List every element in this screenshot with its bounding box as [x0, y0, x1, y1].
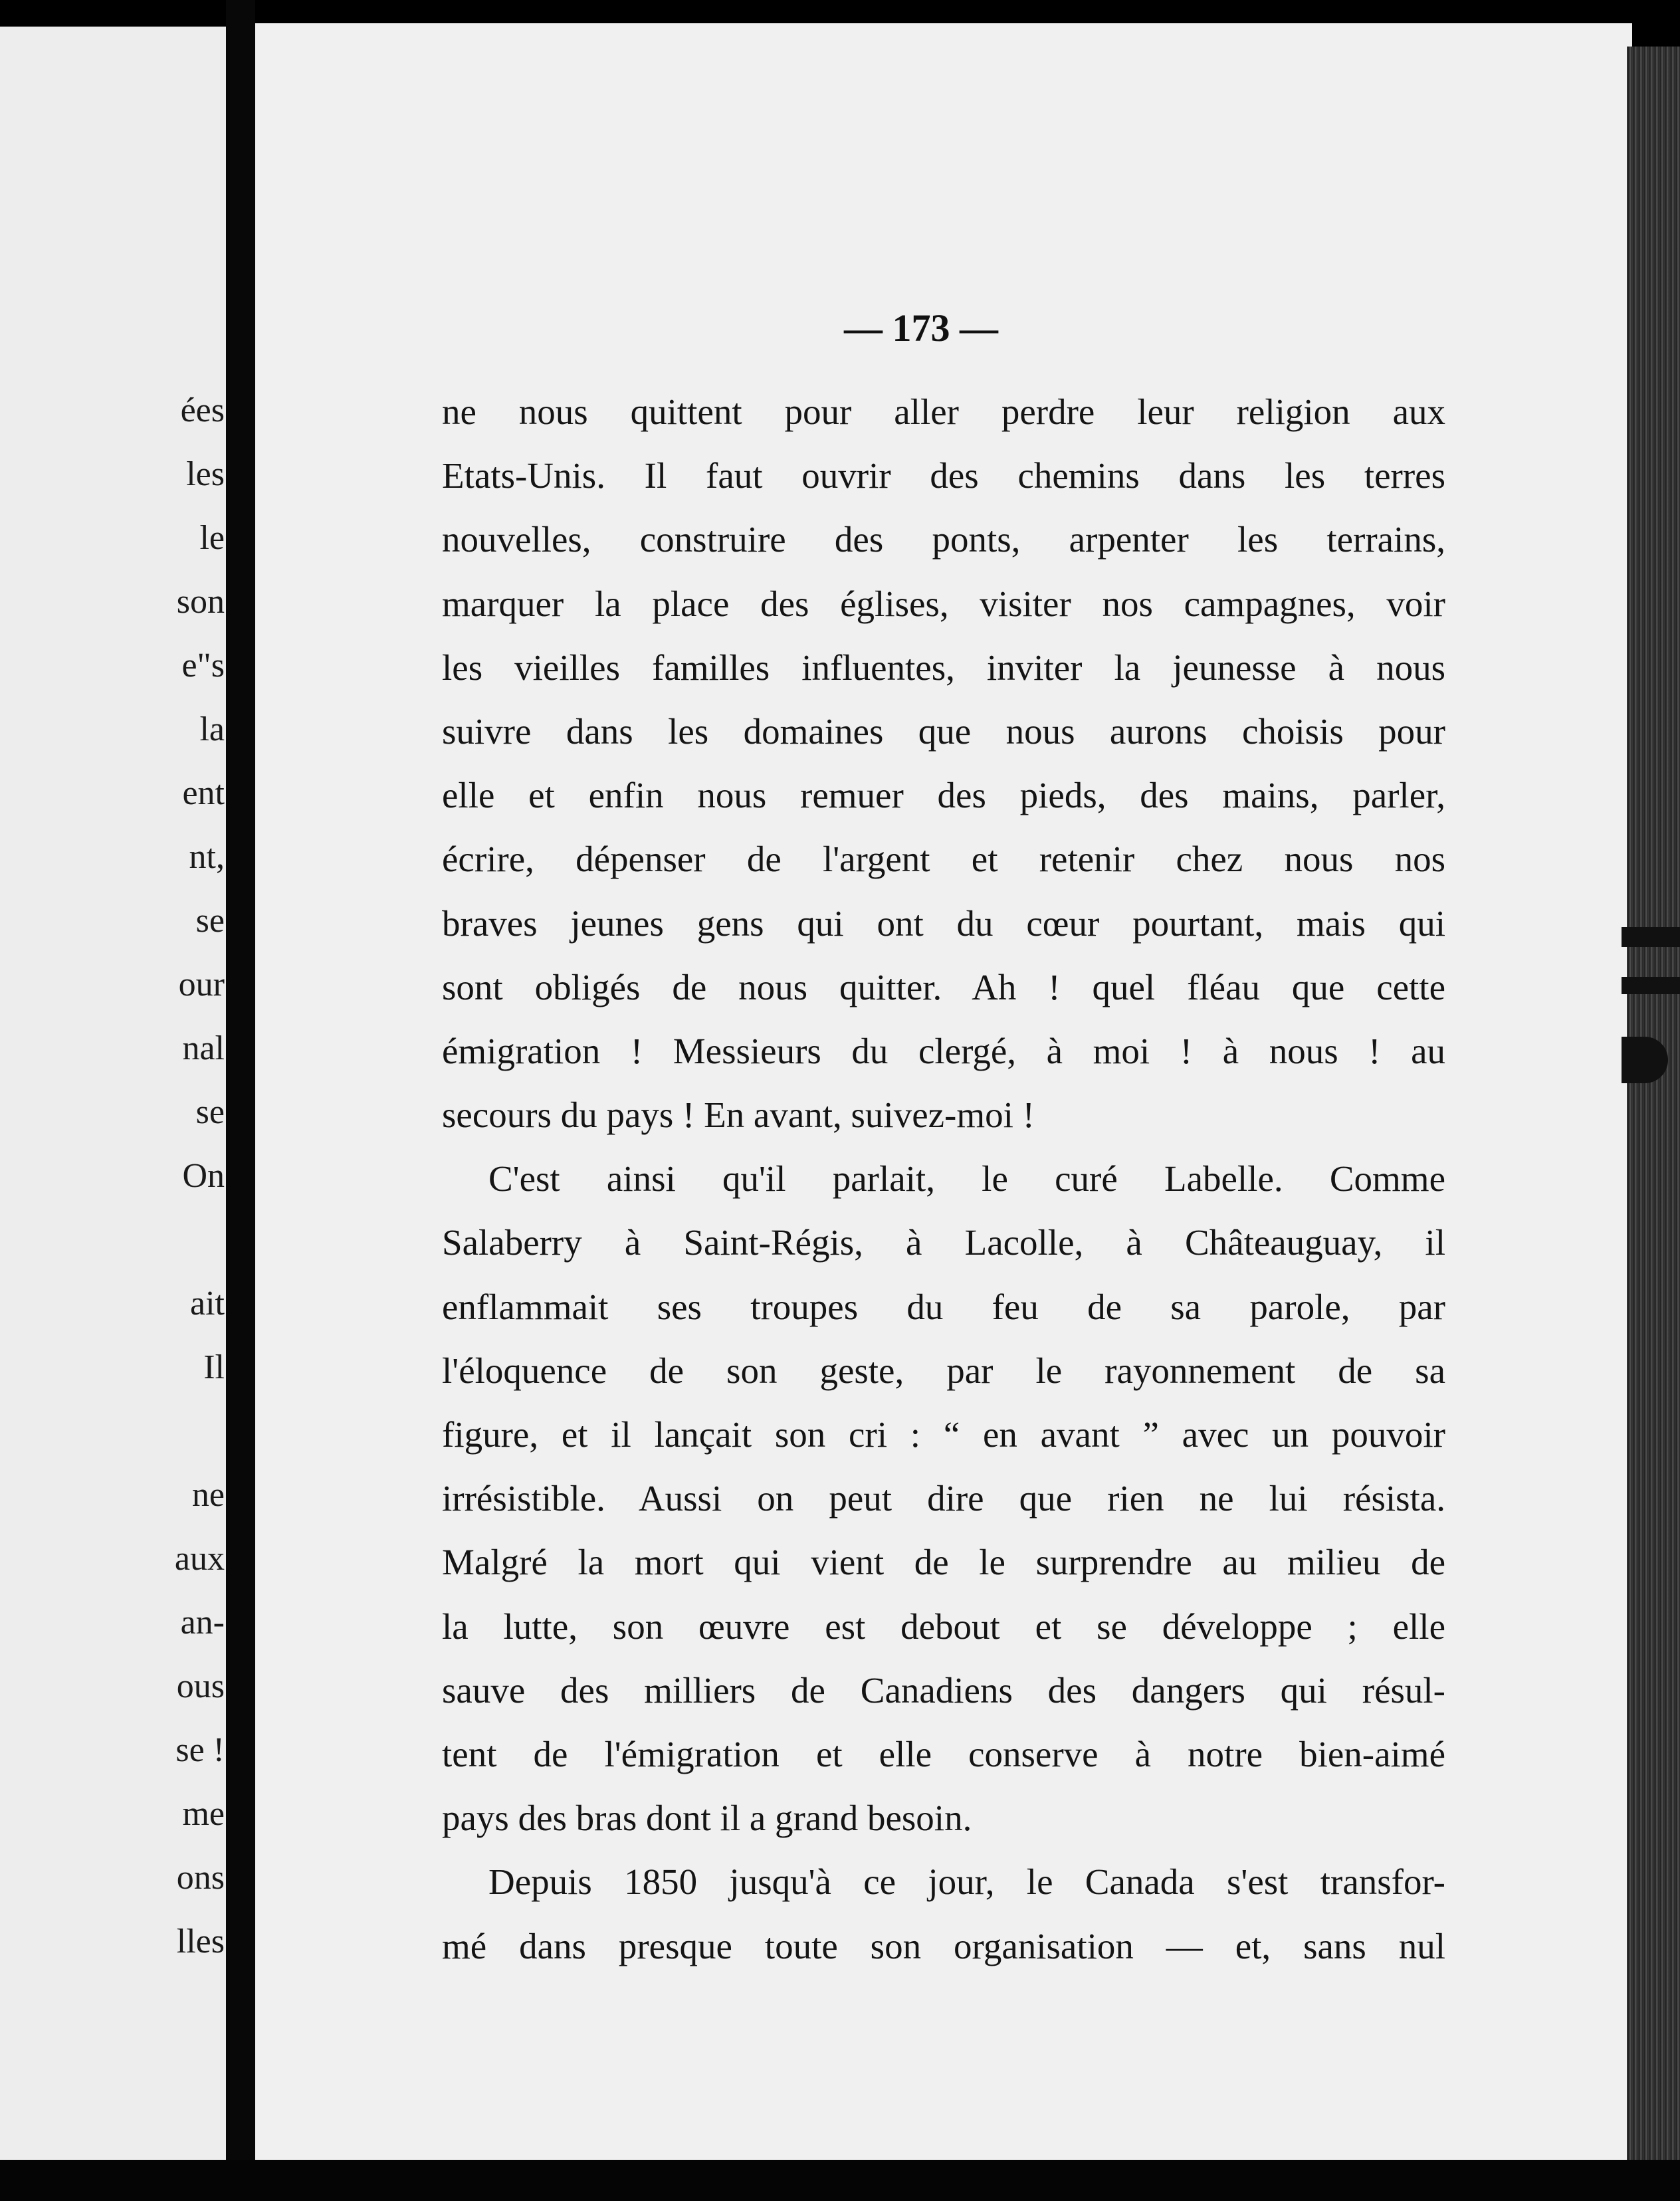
text-line: sauve des milliers de Canadiens des dangers qui résul- [442, 1669, 1445, 1711]
left-page-fragment: ait [190, 1285, 225, 1322]
left-page-fragment: e"s [181, 647, 225, 684]
text-line: elle et enfin nous remuer des pieds, des mains, parler, [442, 775, 1445, 816]
scan-border [0, 2160, 1680, 2201]
previous-page [0, 27, 226, 2166]
edge-mark [1622, 1037, 1668, 1083]
text-line: enflammait ses troupes du feu de sa parole, par [442, 1286, 1445, 1327]
left-page-fragment: aux [174, 1540, 225, 1578]
edge-mark [1622, 977, 1680, 994]
text-line: figure, et il lançait son cri : “ en avant ” avec un pouvoir [442, 1414, 1445, 1455]
left-page-fragment: ous [176, 1667, 225, 1705]
text-line: sont obligés de nous quitter. Ah ! quel fléau que cette [442, 966, 1445, 1007]
text-line: la lutte, son œuvre est debout et se développe ; elle [442, 1606, 1445, 1647]
text-line: suivre dans les domaines que nous aurons choisis pour [442, 710, 1445, 752]
left-page-fragment: nt, [189, 838, 225, 876]
text-line: émigration ! Messieurs du clergé, à moi ! à nous ! au [442, 1030, 1445, 1071]
text-line: mé dans presque toute son organisation — et, sans nul [442, 1925, 1445, 1966]
text-line: Etats-Unis. Il faut ouvrir des chemins dans les terres [442, 455, 1445, 496]
left-page-fragment: ées [180, 391, 225, 429]
text-line: braves jeunes gens qui ont du cœur pourtant, mais qui [442, 902, 1445, 944]
edge-mark [1622, 927, 1680, 947]
text-line: irrésistible. Aussi on peut dire que rien ne lui résista. [442, 1478, 1445, 1519]
left-page-fragment: son [176, 583, 225, 621]
left-page-fragment: me [182, 1795, 225, 1833]
left-page-fragment: se ! [175, 1731, 225, 1769]
text-line: les vieilles familles influentes, inviter la jeunesse à nous [442, 647, 1445, 688]
text-line: écrire, dépenser de l'argent et retenir chez nous nos [442, 839, 1445, 880]
left-page-fragment: se [195, 902, 225, 940]
text-line: secours du pays ! En avant, suivez-moi ! [442, 1095, 1035, 1136]
page-number: — 173 — [844, 306, 998, 350]
left-page-fragment: le [199, 519, 225, 557]
text-line: pays des bras dont il a grand besoin. [442, 1798, 972, 1839]
left-page-fragment: ent [182, 774, 225, 812]
text-line: Malgré la mort qui vient de le surprendre au milieu de [442, 1542, 1445, 1583]
left-page-fragment: ne [191, 1476, 225, 1514]
text-line: l'éloquence de son geste, par le rayonnement de sa [442, 1350, 1445, 1391]
left-page-fragment: our [178, 966, 225, 1003]
left-page-fragment: an- [180, 1604, 225, 1641]
left-page-fragment: la [199, 710, 225, 748]
text-line: C'est ainsi qu'il parlait, le curé Labelle. Comme [488, 1158, 1445, 1200]
left-page-fragment: se [195, 1093, 225, 1131]
left-page-fragment: ons [176, 1859, 225, 1897]
text-line: marquer la place des églises, visiter nos campagnes, voir [442, 583, 1445, 624]
text-line: ne nous quittent pour aller perdre leur religion aux [442, 391, 1445, 432]
left-page-fragment: nal [182, 1029, 225, 1067]
page-edge [1627, 47, 1680, 2160]
left-page-fragment: On [182, 1157, 225, 1195]
text-line: tent de l'émigration et elle conserve à notre bien-aimé [442, 1733, 1445, 1774]
left-page-fragment: Il [203, 1348, 225, 1386]
text-line: Salaberry à Saint-Régis, à Lacolle, à Châteauguay, il [442, 1222, 1445, 1263]
left-page-fragment: les [186, 455, 225, 493]
body-text [442, 380, 1445, 1978]
text-line: Depuis 1850 jusqu'à ce jour, le Canada s'est transfor- [488, 1861, 1445, 1903]
left-page-fragment: lles [176, 1923, 225, 1960]
book-gutter [226, 0, 255, 2201]
text-line: nouvelles, construire des ponts, arpenter les terrains, [442, 519, 1445, 560]
